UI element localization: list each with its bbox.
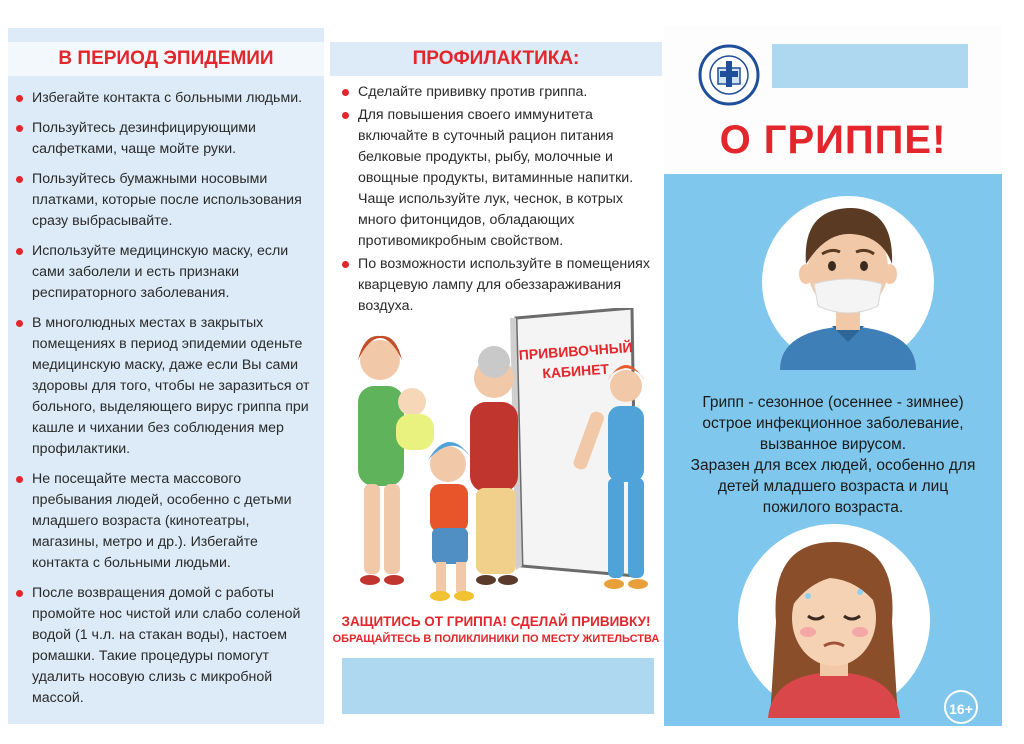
vaccination-slogan: [330, 614, 662, 645]
list-item: Пользуйтесь бумажными носовыми платками, которые после использования сразу выбрасывайте.: [14, 169, 316, 232]
cover-panel: [664, 26, 1002, 726]
list-item: Используйте медицинскую маску, если сами заболели и есть признаки респираторного заболевания.: [14, 241, 316, 304]
list-item: Пользуйтесь дезинфицирующими салфетками, чаще мойте руки.: [14, 118, 316, 160]
grandmother-figure: [470, 346, 518, 585]
description-line: пожилого возраста.: [762, 499, 904, 516]
medical-prevention-logo: [698, 44, 760, 106]
boy-figure: [428, 442, 474, 601]
vaccination-scene-illustration: [340, 308, 652, 620]
redacted-box: [342, 658, 654, 714]
door-sign-line1: ПРИВИВОЧНЫЙ: [518, 339, 634, 363]
description-line: острое инфекционное заболевание,: [702, 415, 964, 432]
redacted-box: [772, 44, 968, 88]
cover-title: О ГРИППЕ!: [719, 118, 947, 162]
door-sign-line2: КАБИНЕТ: [541, 360, 610, 382]
prevention-title: ПРОФИЛАКТИКА:: [330, 42, 662, 76]
epidemic-list: [14, 88, 316, 718]
list-item: Не посещайте места массового пребывания людей, особенно с детьми младшего возраста (кинотеатры, магазины, метро и др.). Избегайте контакта с больными людьми.: [14, 469, 316, 574]
baby-figure: [398, 388, 426, 416]
sick-girl-illustration: [736, 522, 932, 718]
list-item: В многолюдных местах в закрытых помещениях в период эпидемии оденьте медицинскую маску, даже если Вы сами здоровы для того, чтобы не заразиться от больного, выделяющего вирус гриппа при кашле и чихании без соблюдения мер профилактики.: [14, 313, 316, 460]
list-item: Для повышения своего иммунитета включайте в суточный рацион питания белковые продукты, рыбу, молочные и овощные продукты, витаминные напитки. Чаще используйте лук, чеснок, в котрых много фитонцидов, обладающих противомикробным свойством.: [340, 105, 654, 252]
age-rating-badge: 16+: [944, 690, 978, 724]
list-item: Избегайте контакта с больными людьми.: [14, 88, 316, 109]
masked-boy-illustration: [760, 194, 936, 370]
description-line: детей младшего возраста и лиц: [717, 478, 949, 495]
list-item: Сделайте прививку против гриппа.: [340, 82, 654, 103]
flu-description: [674, 392, 992, 518]
description-line: Грипп - сезонное (осеннее - зимнее): [702, 394, 964, 411]
list-item: По возможности используйте в помещениях кварцевую лампу для обеззараживания воздуха.: [340, 254, 654, 317]
epidemic-title: В ПЕРИОД ЭПИДЕМИИ: [8, 42, 324, 76]
prevention-panel: [330, 28, 662, 724]
slogan-sub: ОБРАЩАЙТЕСЬ В ПОЛИКЛИНИКИ ПО МЕСТУ ЖИТЕЛЬСТВА: [332, 633, 660, 645]
mother-figure: [358, 336, 434, 585]
epidemic-panel: [8, 28, 324, 724]
prevention-list: [340, 82, 654, 319]
list-item: После возвращения домой с работы промойте нос чистой или слабо соленой водой (1 ч.л. на стакан воды), настоем ромашки. Такие процедуры помогут удалить носовую слизь с микробной массой.: [14, 583, 316, 709]
description-line: вызванное вирусом.: [759, 436, 907, 453]
slogan-main: ЗАЩИТИСЬ ОТ ГРИППА! СДЕЛАЙ ПРИВИВКУ!: [341, 614, 651, 629]
description-line: Заразен для всех людей, особенно для: [690, 457, 976, 474]
